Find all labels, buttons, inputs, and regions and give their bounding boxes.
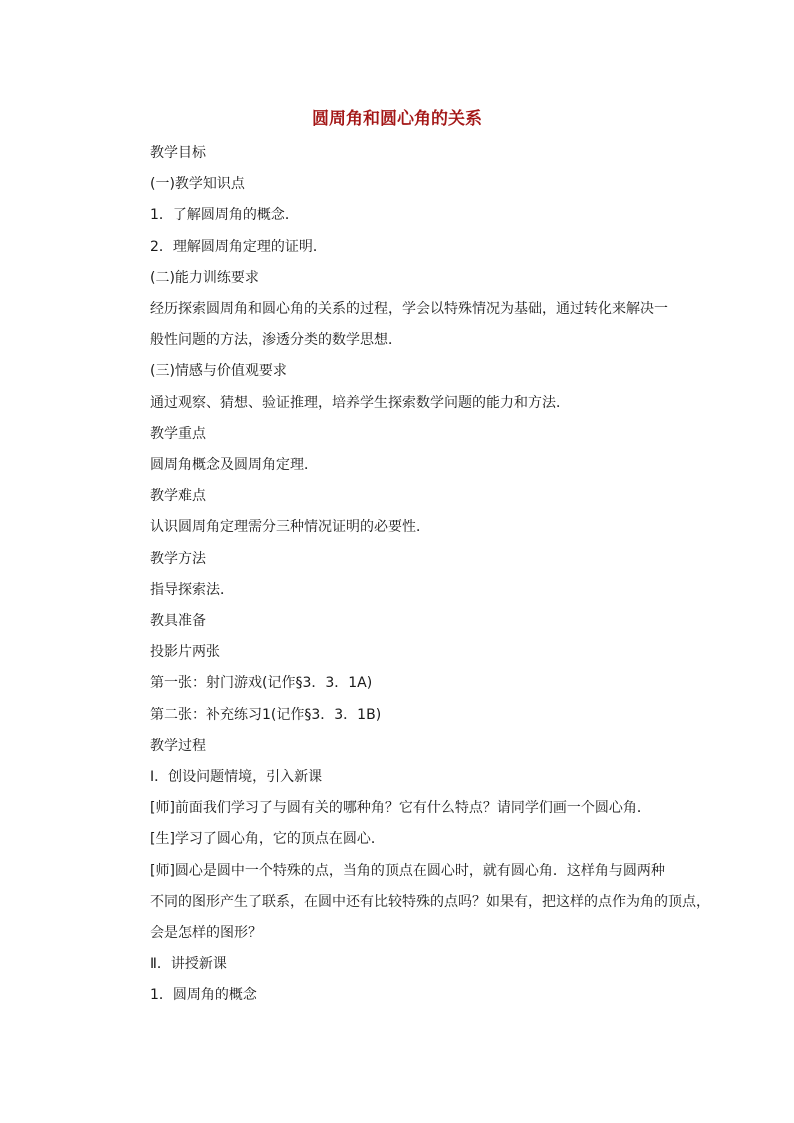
heading-teaching-process: 教学过程 [150,738,206,754]
dialogue-line: [师]前面我们学习了与圆有关的哪种角？它有什么特点？请同学们画一个圆心角． [150,800,651,816]
heading-key-points: 教学重点 [150,426,206,442]
subheading-values-requirements: (三)情感与价值观要求 [150,363,287,379]
paragraph-line: 般性问题的方法，渗透分类的数学思想． [150,332,402,348]
heading-teaching-aids: 教具准备 [150,613,206,629]
paragraph-line: 指导探索法． [150,582,234,598]
dialogue-line: [师]圆心是圆中一个特殊的点，当角的顶点在圆心时，就有圆心角．这样角与圆两种 [150,863,665,879]
subheading-knowledge-points: (一)教学知识点 [150,176,245,192]
heading-difficult-points: 教学难点 [150,488,206,504]
list-item: 第二张：补充练习1(记作§3．3．1B) [150,707,382,723]
paragraph-line: 投影片两张 [150,644,220,660]
subheading-ability-requirements: (二)能力训练要求 [150,270,259,286]
paragraph-line: 圆周角概念及圆周角定理． [150,457,318,473]
paragraph-line: 经历探索圆周角和圆心角的关系的过程，学会以特殊情况为基础，通过转化来解决一 [150,301,668,317]
document-title: 圆周角和圆心角的关系 [312,109,482,129]
heading-teaching-method: 教学方法 [150,551,206,567]
section-heading: Ⅰ．创设问题情境，引入新课 [150,769,323,785]
dialogue-line: [生]学习了圆心角，它的顶点在圆心． [150,831,385,847]
paragraph-line: 会是怎样的图形？ [150,925,262,941]
paragraph-line: 认识圆周角定理需分三种情况证明的必要性． [150,519,430,535]
section-heading: Ⅱ．讲授新课 [150,956,227,972]
list-item: 1．了解圆周角的概念． [150,207,299,223]
paragraph-line: 不同的图形产生了联系，在圆中还有比较特殊的点吗？如果有，把这样的点作为角的顶点， [150,894,710,910]
heading-teaching-goals: 教学目标 [150,145,206,161]
list-item: 第一张：射门游戏(记作§3．3．1A) [150,675,373,691]
paragraph-line: 通过观察、猜想、验证推理，培养学生探索数学问题的能力和方法． [150,395,570,411]
list-item: 1．圆周角的概念 [150,987,257,1003]
list-item: 2．理解圆周角定理的证明． [150,239,327,255]
